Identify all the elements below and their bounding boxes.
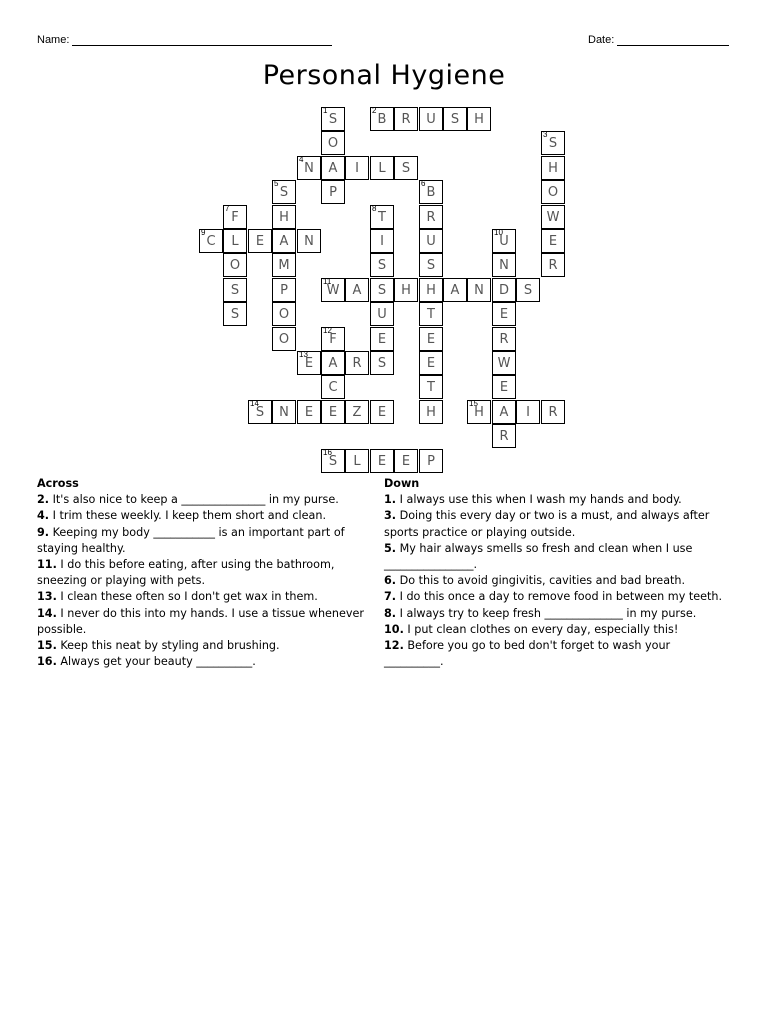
clue-text: Keeping my body ___________ is an important part of staying healthy. (37, 525, 345, 555)
cell-letter: H (548, 161, 558, 176)
clue-text: I trim these weekly. I keep them short and clean. (49, 509, 327, 523)
cell-letter: E (304, 356, 314, 371)
cell-letter: S (328, 454, 338, 469)
down-clue (384, 573, 729, 589)
crossword-cell[interactable] (370, 253, 394, 277)
clue-number: 1. (384, 493, 397, 507)
cell-letter: S (230, 307, 240, 322)
crossword-cell[interactable] (419, 400, 443, 424)
date-label: Date: (588, 34, 615, 46)
crossword-cell[interactable] (223, 253, 247, 277)
cell-letter: U (499, 234, 509, 249)
clue-number: 6. (384, 574, 397, 588)
crossword-cell[interactable] (248, 229, 272, 253)
crossword-cell[interactable] (516, 400, 540, 424)
across-clue (37, 606, 377, 638)
clue-text: I always try to keep fresh ______________ in my purse. (396, 606, 697, 620)
down-clue (384, 589, 729, 605)
crossword-cell[interactable] (321, 156, 345, 180)
clue-text: Keep this neat by styling and brushing. (56, 639, 280, 653)
crossword-cell[interactable] (370, 107, 394, 131)
crossword-cell[interactable] (394, 156, 418, 180)
clue-number: 10. (384, 622, 404, 636)
across-clue (37, 589, 377, 605)
cell-letter: H (426, 405, 436, 420)
clue-number: 1 (323, 106, 328, 115)
crossword-cell[interactable] (345, 449, 369, 473)
crossword-cell[interactable] (370, 302, 394, 326)
cell-letter: F (329, 332, 337, 347)
cell-letter: U (426, 234, 436, 249)
cell-letter: E (499, 307, 509, 322)
cell-letter: M (278, 258, 290, 273)
across-heading: Across (37, 477, 79, 490)
crossword-cell[interactable] (419, 205, 443, 229)
cell-letter: R (401, 112, 411, 127)
crossword-cell[interactable] (345, 400, 369, 424)
crossword-cell[interactable] (370, 400, 394, 424)
cell-letter: I (380, 234, 384, 249)
cell-letter: A (352, 283, 362, 298)
cell-letter: S (230, 283, 240, 298)
crossword-cell[interactable] (321, 180, 345, 204)
clue-number: 9. (37, 525, 50, 539)
clue-number: 14 (250, 399, 259, 408)
cell-letter: N (474, 283, 484, 298)
crossword-cell[interactable] (345, 156, 369, 180)
crossword-cell[interactable] (370, 327, 394, 351)
clue-number: 11 (323, 277, 332, 286)
crossword-cell[interactable] (321, 375, 345, 399)
cell-letter: N (304, 234, 314, 249)
crossword-cell[interactable] (541, 156, 565, 180)
clue-number: 15. (37, 639, 57, 653)
crossword-cell[interactable] (492, 302, 516, 326)
cell-letter: S (377, 283, 387, 298)
clue-number: 10 (494, 228, 503, 237)
crossword-cell[interactable] (321, 400, 345, 424)
crossword-cell[interactable] (297, 229, 321, 253)
cell-letter: T (427, 380, 435, 395)
cell-letter: L (353, 454, 361, 469)
crossword-cell[interactable] (272, 180, 296, 204)
crossword-cell[interactable] (443, 107, 467, 131)
cell-letter: S (377, 356, 387, 371)
crossword-cell[interactable] (345, 351, 369, 375)
cell-letter: R (499, 429, 509, 444)
cell-letter: C (206, 234, 216, 249)
clue-number: 3. (384, 509, 397, 523)
down-clue (384, 622, 729, 638)
cell-letter: B (377, 112, 387, 127)
cell-letter: W (546, 210, 560, 225)
clue-text: I put clean clothes on every day, especially this! (403, 622, 679, 636)
clue-number: 11. (37, 558, 57, 572)
clue-number: 16 (323, 448, 332, 457)
cell-letter: A (450, 283, 460, 298)
across-clue (37, 525, 377, 557)
crossword-cell[interactable] (419, 180, 443, 204)
cell-letter: F (231, 210, 239, 225)
cell-letter: W (326, 283, 340, 298)
clue-text: Do this to avoid gingivitis, cavities and bad breath. (396, 574, 686, 588)
crossword-cell[interactable] (321, 327, 345, 351)
down-clues (384, 476, 729, 670)
across-clue (37, 638, 377, 654)
crossword-cell[interactable] (419, 229, 443, 253)
clue-number: 5. (384, 541, 397, 555)
crossword-cell[interactable] (541, 253, 565, 277)
crossword-cell[interactable] (492, 400, 516, 424)
cell-letter: S (328, 112, 338, 127)
cell-letter: N (279, 405, 289, 420)
clue-number: 6 (421, 179, 426, 188)
crossword-cell[interactable] (419, 375, 443, 399)
clue-number: 3 (543, 130, 548, 139)
clue-number: 12 (323, 326, 332, 335)
crossword-cell[interactable] (321, 449, 345, 473)
crossword-cell[interactable] (297, 351, 321, 375)
cell-letter: S (255, 405, 265, 420)
crossword-cell[interactable] (345, 278, 369, 302)
crossword-cell[interactable] (394, 449, 418, 473)
down-clue (384, 508, 729, 540)
crossword-cell[interactable] (541, 400, 565, 424)
cell-letter: H (401, 283, 411, 298)
cell-letter: U (426, 112, 436, 127)
down-clue (384, 606, 729, 622)
crossword-cell[interactable] (541, 229, 565, 253)
crossword-cell[interactable] (297, 156, 321, 180)
crossword-cell[interactable] (297, 400, 321, 424)
crossword-cell[interactable] (321, 107, 345, 131)
crossword-cell[interactable] (541, 205, 565, 229)
cell-letter: S (401, 161, 411, 176)
cell-letter: Z (352, 405, 362, 420)
cell-letter: E (255, 234, 265, 249)
across-clue (37, 492, 377, 508)
cell-letter: R (548, 258, 558, 273)
crossword-cell[interactable] (272, 205, 296, 229)
cell-letter: S (548, 136, 558, 151)
crossword-cell[interactable] (419, 302, 443, 326)
cell-letter: O (278, 307, 290, 322)
cell-letter: R (548, 405, 558, 420)
cell-letter: T (378, 210, 386, 225)
down-clue (384, 492, 729, 508)
crossword-cell[interactable] (492, 253, 516, 277)
down-heading: Down (384, 477, 420, 490)
down-clue-list (384, 492, 729, 670)
cell-letter: R (499, 332, 509, 347)
cell-letter: S (377, 258, 387, 273)
clue-number: 5 (274, 179, 279, 188)
crossword-cell[interactable] (492, 351, 516, 375)
crossword-cell[interactable] (516, 278, 540, 302)
cell-letter: E (377, 332, 387, 347)
cell-letter: R (426, 210, 436, 225)
clue-number: 7. (384, 590, 397, 604)
cell-letter: A (499, 405, 509, 420)
cell-letter: E (377, 405, 387, 420)
crossword-cell[interactable] (419, 351, 443, 375)
crossword-cell[interactable] (272, 253, 296, 277)
crossword-cell[interactable] (272, 302, 296, 326)
clue-number: 9 (201, 228, 206, 237)
cell-letter: E (426, 356, 436, 371)
cell-letter: A (328, 356, 338, 371)
cell-letter: P (329, 185, 337, 200)
crossword-cell[interactable] (321, 131, 345, 155)
crossword-grid (0, 0, 768, 480)
clue-number: 16. (37, 655, 57, 669)
cell-letter: E (548, 234, 558, 249)
clue-text: I never do this into my hands. I use a tissue whenever possible. (37, 606, 364, 636)
crossword-cell[interactable] (419, 107, 443, 131)
down-clue (384, 638, 729, 670)
crossword-cell[interactable] (492, 424, 516, 448)
clue-text: I do this before eating, after using the bathroom, sneezing or playing with pets. (37, 558, 335, 588)
clue-number: 8 (372, 204, 377, 213)
cell-letter: O (278, 332, 290, 347)
cell-letter: N (304, 161, 314, 176)
crossword-cell[interactable] (541, 180, 565, 204)
clue-number: 2. (37, 493, 50, 507)
cell-letter: R (352, 356, 362, 371)
crossword-cell[interactable] (419, 327, 443, 351)
crossword-cell[interactable] (272, 400, 296, 424)
crossword-cell[interactable] (419, 449, 443, 473)
crossword-cell[interactable] (419, 278, 443, 302)
clue-text: Doing this every day or two is a must, and always after sports practice or playing outside. (384, 509, 710, 539)
crossword-cell[interactable] (272, 229, 296, 253)
crossword-cell[interactable] (272, 327, 296, 351)
clue-text: Before you go to bed don't forget to wash your __________. (384, 639, 671, 669)
down-clue (384, 541, 729, 573)
clue-number: 13. (37, 590, 57, 604)
clue-number: 7 (225, 204, 230, 213)
crossword-cell[interactable] (492, 229, 516, 253)
cell-letter: U (377, 307, 387, 322)
clue-number: 14. (37, 606, 57, 620)
cell-letter: S (279, 185, 289, 200)
cell-letter: H (474, 405, 484, 420)
crossword-cell[interactable] (223, 278, 247, 302)
name-label: Name: (37, 34, 70, 46)
cell-letter: H (474, 112, 484, 127)
cell-letter: S (426, 258, 436, 273)
cell-letter: L (378, 161, 386, 176)
clue-number: 4. (37, 509, 50, 523)
across-clue (37, 557, 377, 589)
cell-letter: E (377, 454, 387, 469)
crossword-cell[interactable] (370, 449, 394, 473)
clue-text: My hair always smells so fresh and clean when I use ________________. (384, 541, 693, 572)
crossword-cell[interactable] (394, 107, 418, 131)
crossword-cell[interactable] (223, 205, 247, 229)
crossword-cell[interactable] (541, 131, 565, 155)
crossword-cell[interactable] (199, 229, 223, 253)
crossword-cell[interactable] (492, 375, 516, 399)
crossword-cell[interactable] (467, 400, 491, 424)
clue-text: I clean these often so I don't get wax in them. (56, 590, 318, 604)
crossword-cell[interactable] (467, 107, 491, 131)
cell-letter: E (426, 332, 436, 347)
crossword-cell[interactable] (492, 278, 516, 302)
cell-letter: O (229, 258, 241, 273)
crossword-cell[interactable] (370, 205, 394, 229)
crossword-cell[interactable] (443, 278, 467, 302)
clue-number: 15 (469, 399, 478, 408)
cell-letter: E (328, 405, 338, 420)
crossword-cell[interactable] (419, 253, 443, 277)
cell-letter: D (498, 283, 509, 298)
cell-letter: E (499, 380, 509, 395)
crossword-cell[interactable] (370, 278, 394, 302)
cell-letter: B (426, 185, 436, 200)
crossword-cell[interactable] (370, 156, 394, 180)
cell-letter: L (231, 234, 239, 249)
cell-letter: A (328, 161, 338, 176)
across-clue-list (37, 492, 377, 670)
cell-letter: H (279, 210, 289, 225)
crossword-cell[interactable] (321, 351, 345, 375)
cell-letter: T (427, 307, 435, 322)
cell-letter: A (279, 234, 289, 249)
clue-number: 4 (299, 155, 304, 164)
clue-number: 13 (299, 350, 308, 359)
crossword-cell[interactable] (272, 278, 296, 302)
across-clue (37, 508, 377, 524)
cell-letter: S (450, 112, 460, 127)
across-clue (37, 654, 377, 670)
crossword-cell[interactable] (321, 278, 345, 302)
crossword-cell[interactable] (248, 400, 272, 424)
clue-text: I do this once a day to remove food in between my teeth. (396, 590, 723, 604)
cell-letter: S (523, 283, 533, 298)
cell-letter: E (304, 405, 314, 420)
clue-number: 12. (384, 639, 404, 653)
clue-number: 2 (372, 106, 377, 115)
cell-letter: O (547, 185, 559, 200)
cell-letter: P (280, 283, 288, 298)
clue-number: 8. (384, 606, 397, 620)
cell-letter: I (526, 405, 530, 420)
cell-letter: H (426, 283, 436, 298)
clue-text: I always use this when I wash my hands and body. (396, 493, 682, 507)
across-clues (37, 476, 377, 670)
crossword-cell[interactable] (223, 229, 247, 253)
cell-letter: W (497, 356, 511, 371)
page-title: Personal Hygiene (262, 60, 506, 91)
clue-text: It's also nice to keep a _______________ in my purse. (49, 493, 339, 507)
clue-text: Always get your beauty __________. (56, 655, 256, 669)
cell-letter: O (327, 136, 339, 151)
crossword-cell[interactable] (467, 278, 491, 302)
cell-letter: I (355, 161, 359, 176)
crossword-cell[interactable] (223, 302, 247, 326)
crossword-cell[interactable] (370, 229, 394, 253)
cell-letter: N (499, 258, 509, 273)
cell-letter: E (401, 454, 411, 469)
cell-letter: P (427, 454, 435, 469)
crossword-cell[interactable] (492, 327, 516, 351)
cell-letter: C (328, 380, 338, 395)
crossword-cell[interactable] (394, 278, 418, 302)
crossword-cell[interactable] (370, 351, 394, 375)
